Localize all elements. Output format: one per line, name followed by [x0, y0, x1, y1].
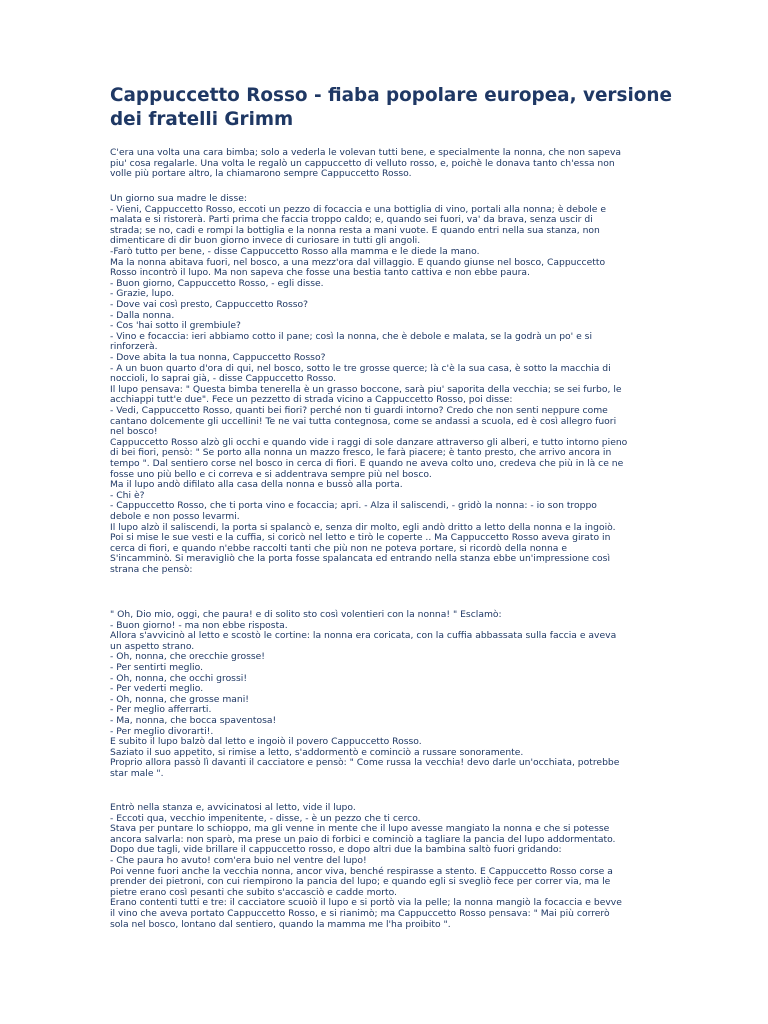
paragraph-line: - Vedi, Cappuccetto Rosso, quanti bei fiori? perché non ti guardi intorno? Credo che non senti neppure come: [110, 405, 608, 416]
paragraph-line: - Vino e focaccia: ieri abbiamo cotto il pane; così la nonna, che è debole e malata, se la godrà un po' e si: [110, 330, 593, 342]
paragraph-line: prender dei pietroni, con cui riempirono la pancia del lupo; e quando egli si svegliò fece per correr via, ma le: [110, 876, 611, 888]
paragraph-line: - Per meglio divorarti!.: [110, 725, 214, 737]
paragraph-line: " Oh, Dio mio, oggi, che paura! e di solito sto così volentieri con la nonna! " Esclamò:: [110, 609, 502, 620]
paragraph-line: - Oh, nonna, che occhi grossi!: [110, 672, 247, 684]
paragraph-line: fosse uno più bello e ci correva e si addentrava sempre più nel bosco.: [110, 468, 432, 480]
paragraph-line: Stava per puntare lo schioppo, ma gli venne in mente che il lupo avesse mangiato la nonna e che si potesse: [110, 823, 610, 835]
paragraph-line: Il lupo alzò il saliscendi, la porta si spalancò e, senza dir molto, egli andò dritto a letto della nonna e la ingoiò.: [110, 521, 616, 533]
paragraph-line: - Che paura ho avuto! com'era buio nel ventre del lupo!: [110, 855, 367, 866]
paragraph-line: - Ma, nonna, che bocca spaventosa!: [110, 715, 277, 726]
paragraph-line: Ma il lupo andò difilato alla casa della nonna e bussò alla porta.: [110, 479, 403, 491]
paragraph-line: - Buon giorno, Cappuccetto Rosso, - egli disse.: [110, 277, 324, 289]
paragraph-line: C'era una volta una cara bimba; solo a vederla le volevan tutti bene, e specialmente la nonna, che non sapeva: [110, 147, 622, 158]
paragraph-line: - Chi è?: [110, 489, 145, 501]
paragraph-line: - Dove abita la tua nonna, Cappuccetto Rosso?: [110, 352, 326, 363]
paragraph-line: pietre erano così pesanti che subito s'accasciò e cadde morto.: [110, 886, 397, 898]
paragraph-line: - Per vederti meglio.: [110, 683, 204, 695]
paragraph-line: - Cappuccetto Rosso, che ti porta vino e focaccia; apri. - Alza il saliscendi, - gridò la nonna: - io son troppo: [110, 500, 597, 512]
paragraph-line: - Per meglio afferrarti.: [110, 704, 212, 716]
paragraph-line: ancora salvarla: non sparò, ma prese un paio di forbici e cominciò a tagliare la pancia del lupo addormentato.: [110, 833, 616, 845]
paragraph-line: - Oh, nonna, che grosse mani!: [110, 693, 249, 705]
paragraph-line: Saziato il suo appetito, si rimise a letto, s'addormentò e cominciò a russare sonoramente.: [110, 746, 524, 758]
paragraph-line: sola nel bosco, lontano dal sentiero, quando la mamma me l'ha proibito ".: [110, 918, 451, 930]
paragraph-line: malata e si ristorerà. Parti prima che faccia troppo caldo; e, quando sei fuori, va' da brava, senza uscir di: [110, 214, 593, 226]
paragraph-line: Erano contenti tutti e tre: il cacciatore scuoiò il lupo e si portò via la pelle; la nonna mangiò la focaccia e bevve: [110, 897, 622, 909]
paragraph-line: - Dalla nonna.: [110, 309, 175, 321]
paragraph-line: - Dove vai così presto, Cappuccetto Rosso?: [110, 299, 309, 310]
paragraph-line: S'incamminò. Si meravigliò che la porta fosse spalancata ed entrando nella stanza ebbe un'impressione così: [110, 553, 611, 565]
paragraph-line: rinforzerà.: [110, 341, 158, 353]
paragraph-line: Allora s'avvicinò al letto e scostò le cortine: la nonna era coricata, con la cuffia abbassata sulla faccia e aveva: [110, 630, 617, 642]
paragraph-line: - Buon giorno! - ma non ebbe risposta.: [110, 619, 288, 631]
title-line: dei fratelli Grimm: [110, 109, 294, 130]
paragraph-line: Entrò nella stanza e, avvicinatosi al letto, vide il lupo.: [110, 802, 356, 813]
paragraph-line: Rosso incontrò il lupo. Ma non sapeva che fosse una bestia tanto cattiva e non ebbe paura.: [110, 267, 530, 279]
paragraph-line: Ma la nonna abitava fuori, nel bosco, a una mezz'ora dal villaggio. E quando giunse nel bosco, Cappuccetto: [110, 256, 606, 268]
paragraph-line: cerca di fiori, e quando n'ebbe raccolti tanti che più non ne poteva portare, si ricordò della nonna e: [110, 542, 568, 554]
paragraph-line: E subito il lupo balzò dal letto e ingoiò il povero Cappuccetto Rosso.: [110, 736, 422, 748]
paragraph-line: di bei fiori, pensò: " Se porto alla nonna un mazzo fresco, le farà piacere; è tanto presto, che arrivo ancora in: [110, 447, 612, 459]
paragraph-line: debole e non posso levarmi.: [110, 511, 240, 522]
paragraph-line: dimenticare di dir buon giorno invece di curiosare in tutti gli angoli.: [110, 235, 421, 247]
paragraph-line: strada; se no, cadi e rompi la bottiglia e la nonna resta a mani vuote. E quando entri nella sua stanza, non: [110, 224, 600, 236]
paragraph-line: acchiappi tutt'e due". Fece un pezzetto di strada vicino a Cappuccetto Rosso, poi disse:: [110, 394, 513, 406]
paragraph-line: un aspetto strano.: [110, 640, 195, 652]
paragraph-line: - Per sentirti meglio.: [110, 662, 203, 673]
paragraph-line: - Oh, nonna, che orecchie grosse!: [110, 651, 265, 663]
title-line: Cappuccetto Rosso - fiaba popolare europea, versione: [110, 85, 672, 106]
paragraph-line: - Vieni, Cappuccetto Rosso, eccoti un pezzo di focaccia e una bottiglia di vino, portali alla nonna; è debole e: [110, 203, 606, 215]
paragraph-line: Poi venne fuori anche la vecchia nonna, ancor viva, benché respirasse a stento. E Cappuccetto Rosso corse a: [110, 865, 613, 877]
paragraph-line: noccioli, lo saprai già, - disse Cappuccetto Rosso.: [110, 373, 337, 385]
paragraph-line: Proprio allora passò lì davanti il cacciatore e pensò: " Come russa la vecchia! devo darle un'occhiata, potrebbe: [110, 757, 620, 769]
paragraph-line: piu' cosa regalarle. Una volta le regalò un cappuccetto di velluto rosso, e, poichè le donava tanto ch'essa non: [110, 157, 615, 169]
paragraph-line: -Farò tutto per bene, - disse Cappuccetto Rosso alla mamma e le diede la mano.: [110, 246, 480, 257]
paragraph-line: Cappuccetto Rosso alzò gli occhi e quando vide i raggi di sole danzare attraverso gli alberi, e tutto intorno pieno: [110, 436, 628, 448]
paragraph-line: - Eccoti qua, vecchio impenitente, - disse, - è un pezzo che ti cerco.: [110, 812, 421, 824]
paragraph-line: - A un buon quarto d'ora di qui, nel bosco, sotto le tre grosse querce; là c'è la sua casa, è sotto la macchia di: [110, 362, 611, 374]
paragraph-line: Poi si mise le sue vesti e la cuffia, si coricò nel letto e tirò le coperte .. Ma Cappuccetto Rosso aveva girato in: [110, 532, 611, 544]
paragraph-line: - Cos 'hai sotto il grembiule?: [110, 320, 241, 332]
paragraph-line: tempo ". Dal sentiero corse nel bosco in cerca di fiori. E quando ne aveva colto uno, credeva che più in là ce ne: [110, 458, 624, 469]
paragraph-line: - Grazie, lupo.: [110, 288, 175, 300]
paragraph-line: Dopo due tagli, vide brillare il cappuccetto rosso, e dopo altri due la bambina saltò fuori gridando:: [110, 844, 562, 856]
paragraph-line: strana che pensò:: [110, 564, 193, 575]
paragraph-line: Un giorno sua madre le disse:: [110, 193, 248, 204]
paragraph-line: star male ".: [110, 768, 164, 779]
paragraph-line: il vino che aveva portato Cappuccetto Rosso, e si rianimò; ma Cappuccetto Rosso pensava: " Mai più correrò: [110, 908, 610, 919]
paragraph-line: nel bosco!: [110, 426, 158, 438]
paragraph-line: cantano dolcemente gli uccellini! Te ne vai tutta contegnosa, come se andassi a scuola, ed è così allegro fuori: [110, 415, 617, 427]
paragraph-line: Il lupo pensava: " Questa bimba tenerella è un grasso boccone, sarà piu' saporita della vecchia; se sei furbo, le: [110, 383, 622, 395]
paragraph-line: volle più portare altro, la chiamarono sempre Cappuccetto Rosso.: [110, 168, 412, 180]
